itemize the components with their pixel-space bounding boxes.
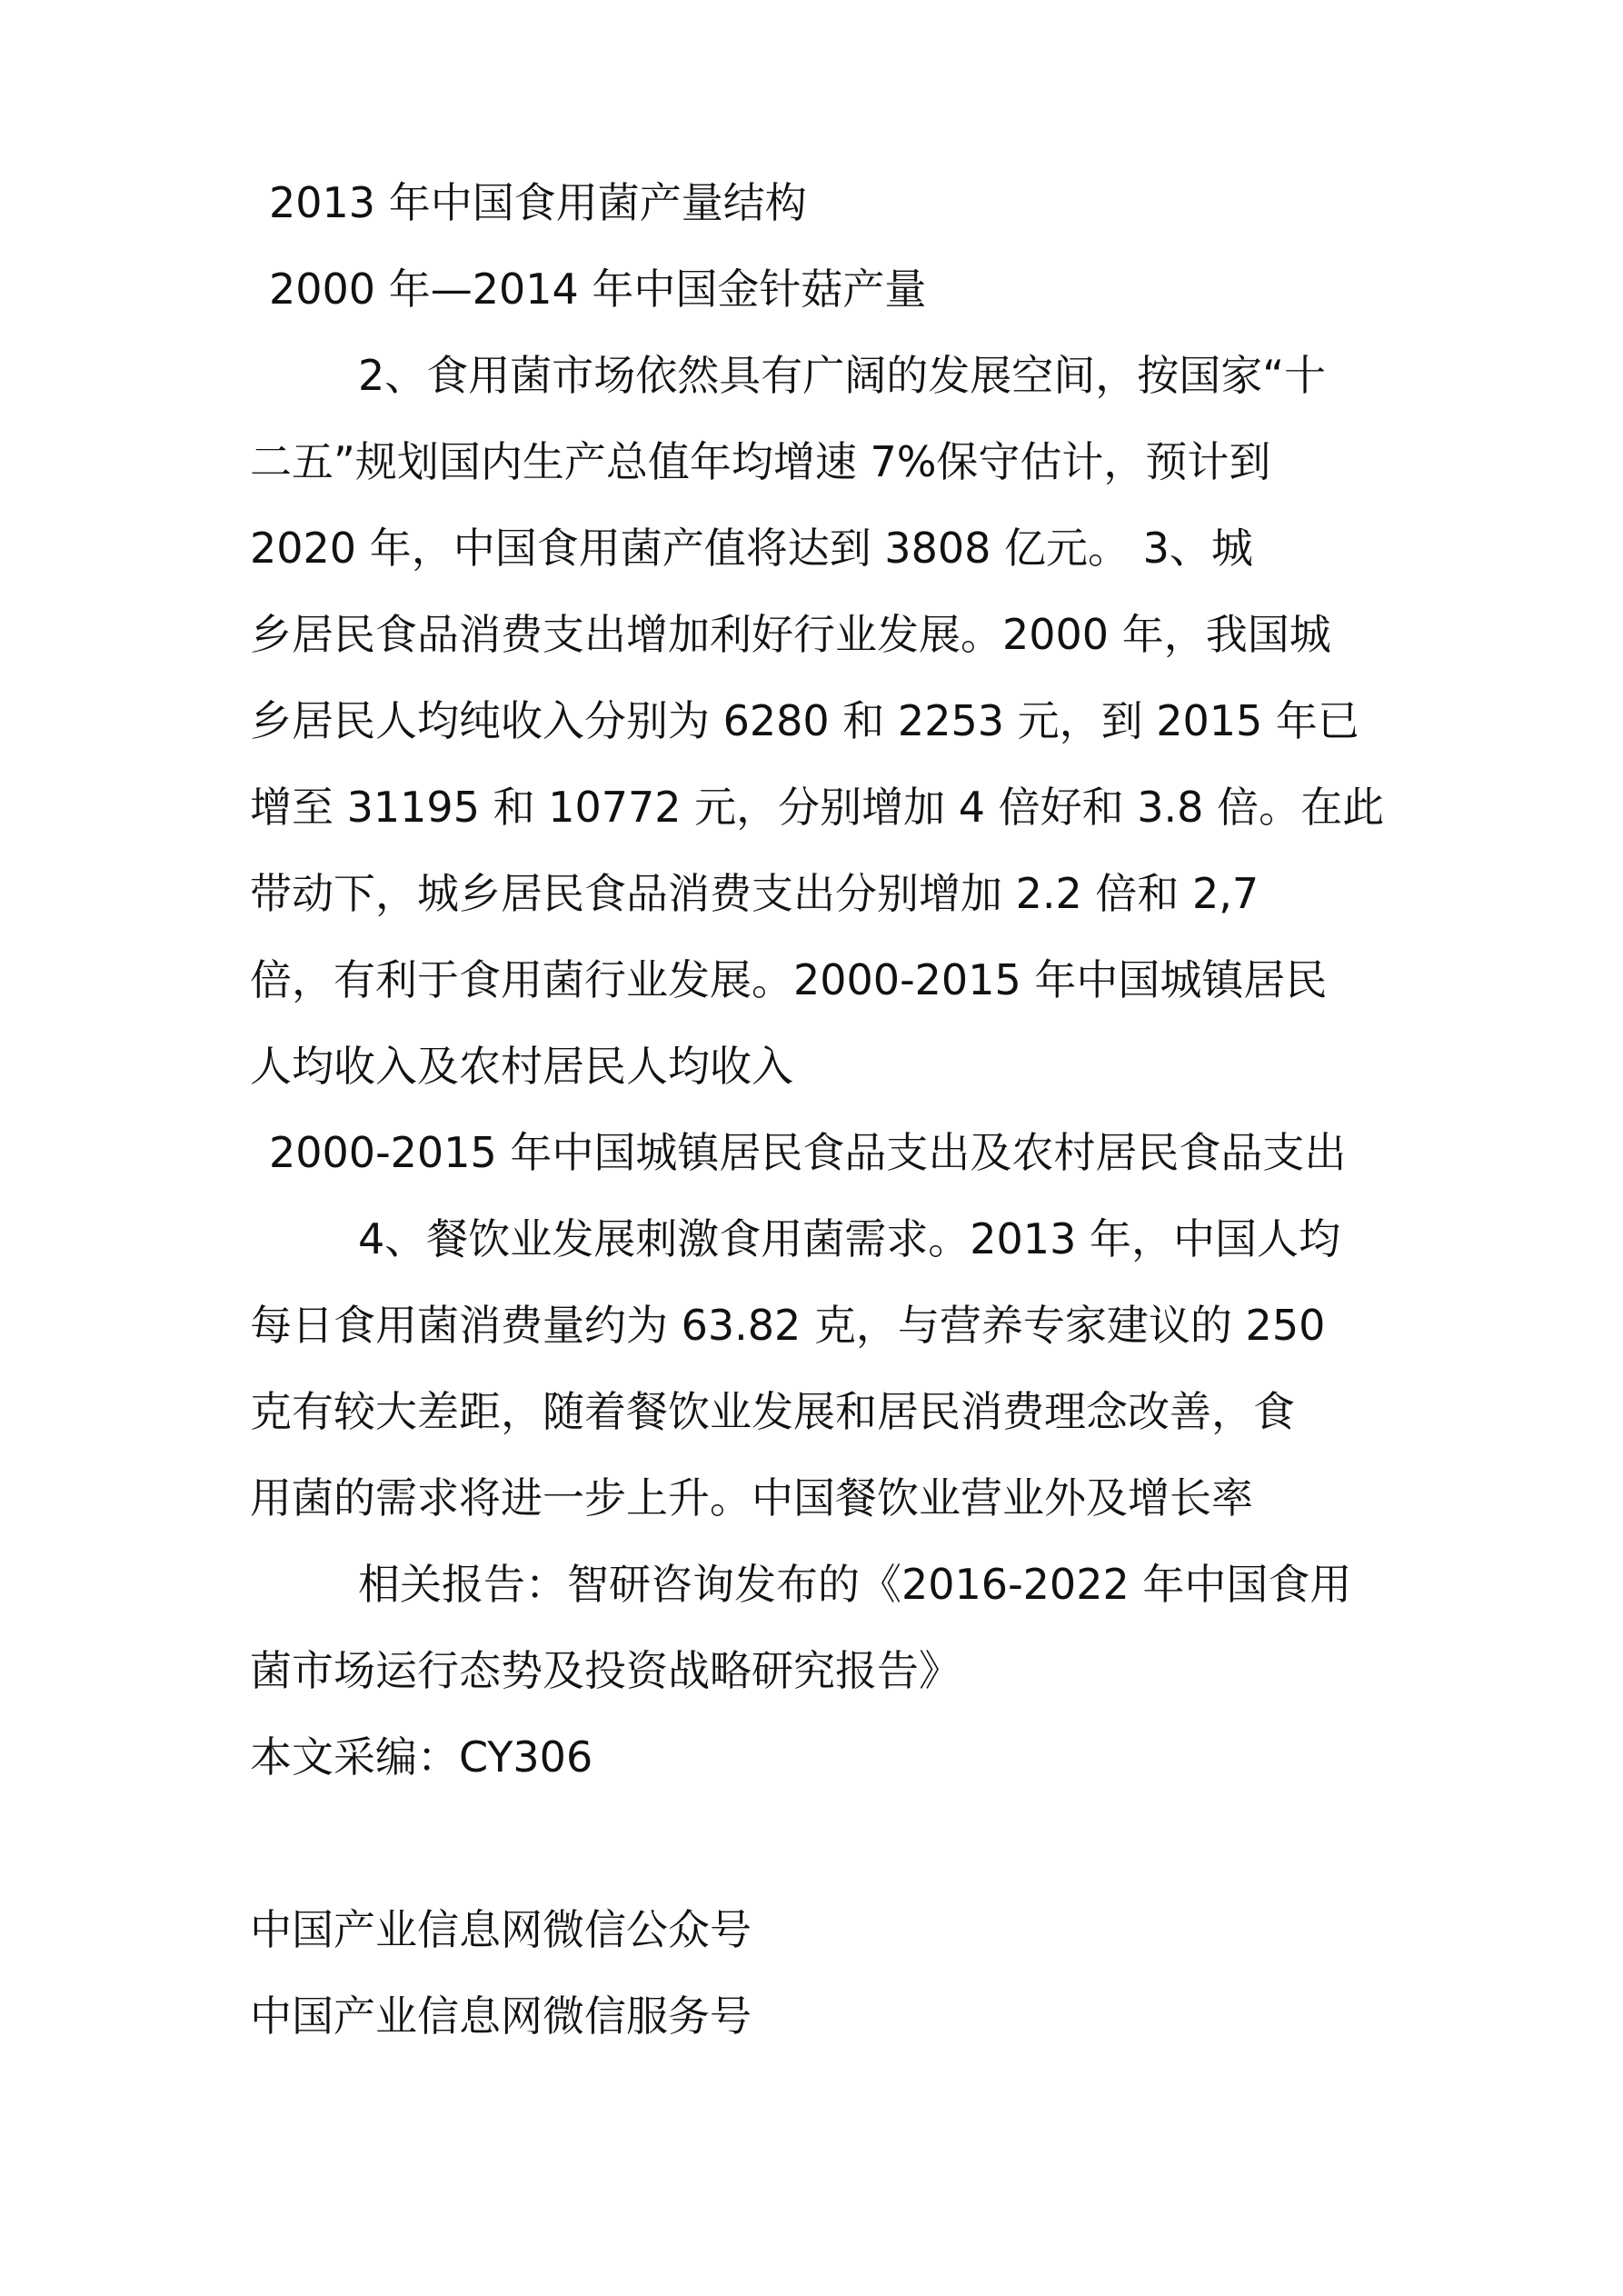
paragraph-line: 克有较大差距，随着餐饮业发展和居民消费理念改善，食	[250, 1387, 1295, 1436]
paragraph-line: 人均收入及农村居民人均收入	[250, 1042, 793, 1091]
paragraph-line: 倍，有利于食用菌行业发展。2000-2015 年中国城镇居民	[250, 955, 1328, 1004]
editor-credit: 本文采编：CY306	[250, 1732, 593, 1782]
paragraph-line: 2、食用菌市场依然具有广阔的发展空间，按国家“十	[358, 351, 1327, 400]
paragraph-line: 增至 31195 和 10772 元，分别增加 4 倍好和 3.8 倍。在此	[250, 783, 1385, 832]
related-report-line: 相关报告：智研咨询发布的《2016-2022 年中国食用	[358, 1560, 1352, 1609]
paragraph-line: 4、餐饮业发展刺激食用菌需求。2013 年，中国人均	[358, 1214, 1340, 1263]
paragraph-line: 带动下，城乡居民食品消费支出分别增加 2.2 倍和 2,7	[250, 869, 1260, 918]
paragraph-line: 用菌的需求将进一步上升。中国餐饮业营业外及增长率	[250, 1473, 1253, 1522]
related-report-title: 菌市场运行态势及投资战略研究报告》	[250, 1646, 961, 1695]
paragraph-line: 二五”规划国内生产总值年均增速 7%保守估计，预计到	[250, 437, 1271, 486]
paragraph-line: 乡居民食品消费支出增加利好行业发展。2000 年，我国城	[250, 610, 1331, 659]
paragraph-line: 2020 年，中国食用菌产值将达到 3808 亿元。 3、城	[250, 524, 1253, 573]
wechat-official-account: 中国产业信息网微信公众号	[250, 1905, 752, 1954]
paragraph-line: 乡居民人均纯收入分别为 6280 和 2253 元，到 2015 年已	[250, 696, 1359, 745]
chart-caption-enoki-output: 2000 年—2014 年中国金针菇产量	[269, 265, 927, 314]
wechat-service-account: 中国产业信息网微信服务号	[250, 1992, 752, 2041]
paragraph-line: 每日食用菌消费量约为 63.82 克，与营养专家建议的 250	[250, 1301, 1326, 1350]
chart-caption-mushroom-output-structure: 2013 年中国食用菌产量结构	[269, 178, 807, 227]
chart-caption-food-expenditure: 2000-2015 年中国城镇居民食品支出及农村居民食品支出	[269, 1128, 1347, 1177]
